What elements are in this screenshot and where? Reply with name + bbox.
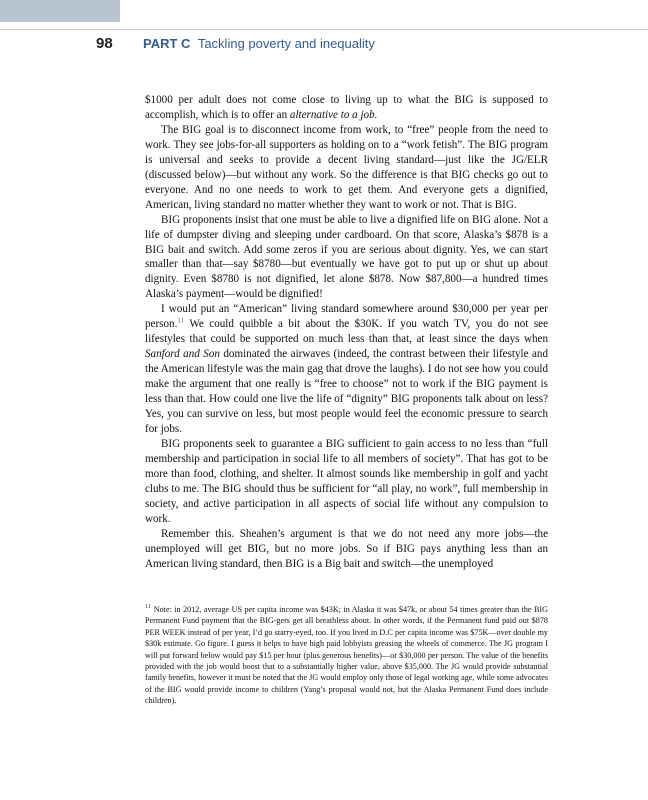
footnote-reference[interactable]: 11 — [177, 316, 185, 325]
paragraph-1 — [145, 93, 548, 123]
part-title: Tackling poverty and inequality — [197, 36, 375, 51]
footnote-number: 11 — [145, 604, 151, 611]
paragraph-4-text: I would put an “American” living standard somewhere around $30,000 per year per person. — [145, 303, 548, 331]
part-label: PART C — [143, 36, 191, 51]
paragraph-4-text-c: dominated the airwaves (indeed, the contrast between their lifestyle and the American lifestyle was the main gag that drove the laughs). I do not see how you could make the argument that one really is “free to choose” not to work if the BIG payment is less than that. How could one live the life of “dignity” BIG proponents talk about on less? Yes, you can survive on less, but most people would feel the economic pressure to search for jobs. — [145, 348, 548, 435]
page-number: 98 — [96, 35, 113, 52]
paragraph-2: The BIG goal is to disconnect income from work, to “free” people from the need to work. They see jobs-for-all supporters as holding on to a “work fetish”. The BIG program is universal and seeks to provide a decent living standard—just like the JG/ELR (discussed below)—but without any work. So the difference is that BIG checks go out to everyone. And no one needs to work to get them. And everyone gets a dignified, American, living standard no matter whether they want to work or not. That is BIG. — [145, 123, 548, 211]
paragraph-4-text-b: We could quibble a bit about the $30K. If you watch TV, you do not see lifestyles that could be supported on much less than that, at least since the days when — [145, 318, 548, 346]
running-head — [143, 36, 375, 51]
paragraph-1-text: $1000 per adult does not come close to living up to what the BIG is supposed to accomplish, which is to offer an — [145, 94, 548, 121]
footnote-text: Note: in 2012, average US per capita income was $43K; in Alaska it was $47k, or about 54 times greater than the BIG Permanent Fund payment that the BIG-gers get all breathless about. In other words, if the Permanent fund paid out $878 PER WEEK instead of per year, I’d go starry-eyed, too. If you lived in D.C per capita income was $75K—over double my $30k estimate. Go figure. I guess it helps to have high paid lobbyists greasing the wheels of commerce. The JG program I will put forward below would pay $15 per hour (plus generous benefits)—or $30,000 per person. The value of the benefits provided with the job would boost that to a substantially higher value, above $35,000. The JG would provide substantial family benefits, however it must be noted that the JG would employ only those of legal working age, while some advocates of the BIG would provide income to children (Yang’s proposal would not, but the Alaska Permanent Fund does include children). — [145, 605, 548, 706]
footnote — [145, 604, 548, 707]
paragraph-3: BIG proponents insist that one must be able to live a dignified life on BIG alone. Not a life of dumpster diving and sleeping under cardboard. On that score, Alaska’s $878 is a BIG bait and switch. Add some zeros if you are serious about dignity. Yes, we can start smaller than that—say $8780—but eventually we have got to put up or shut up about dignity. Even $8780 is not dignified, let alone $878. Now $87,800—a hundred times Alaska’s payment—would be dignified! — [145, 213, 548, 301]
paragraph-4 — [145, 302, 548, 437]
body-text — [145, 93, 548, 572]
paragraph-1-emphasis: alternative to a job. — [289, 108, 378, 121]
header-rule — [0, 29, 648, 30]
paragraph-5: BIG proponents seek to guarantee a BIG sufficient to gain access to no less than “full membership and participation in social life to all members of society”. That has got to be more than food, clothing, and shelter. It almost sounds like membership in golf and yacht clubs to me. The BIG should thus be sufficient for “all play, no work”, full membership in society, and active participation in all aspects of social life without any compulsion to work. — [145, 437, 548, 525]
paragraph-4-emphasis: Sanford and Son — [145, 348, 220, 361]
paragraph-6: Remember this. Sheahen’s argument is that we do not need any more jobs—the unemployed will get BIG, but no more jobs. So if BIG pays anything less than an American living standard, then BIG is a Big bait and switch—the unemployed — [145, 527, 548, 570]
header-color-bar — [0, 0, 120, 22]
footnote-paragraph — [145, 604, 548, 707]
